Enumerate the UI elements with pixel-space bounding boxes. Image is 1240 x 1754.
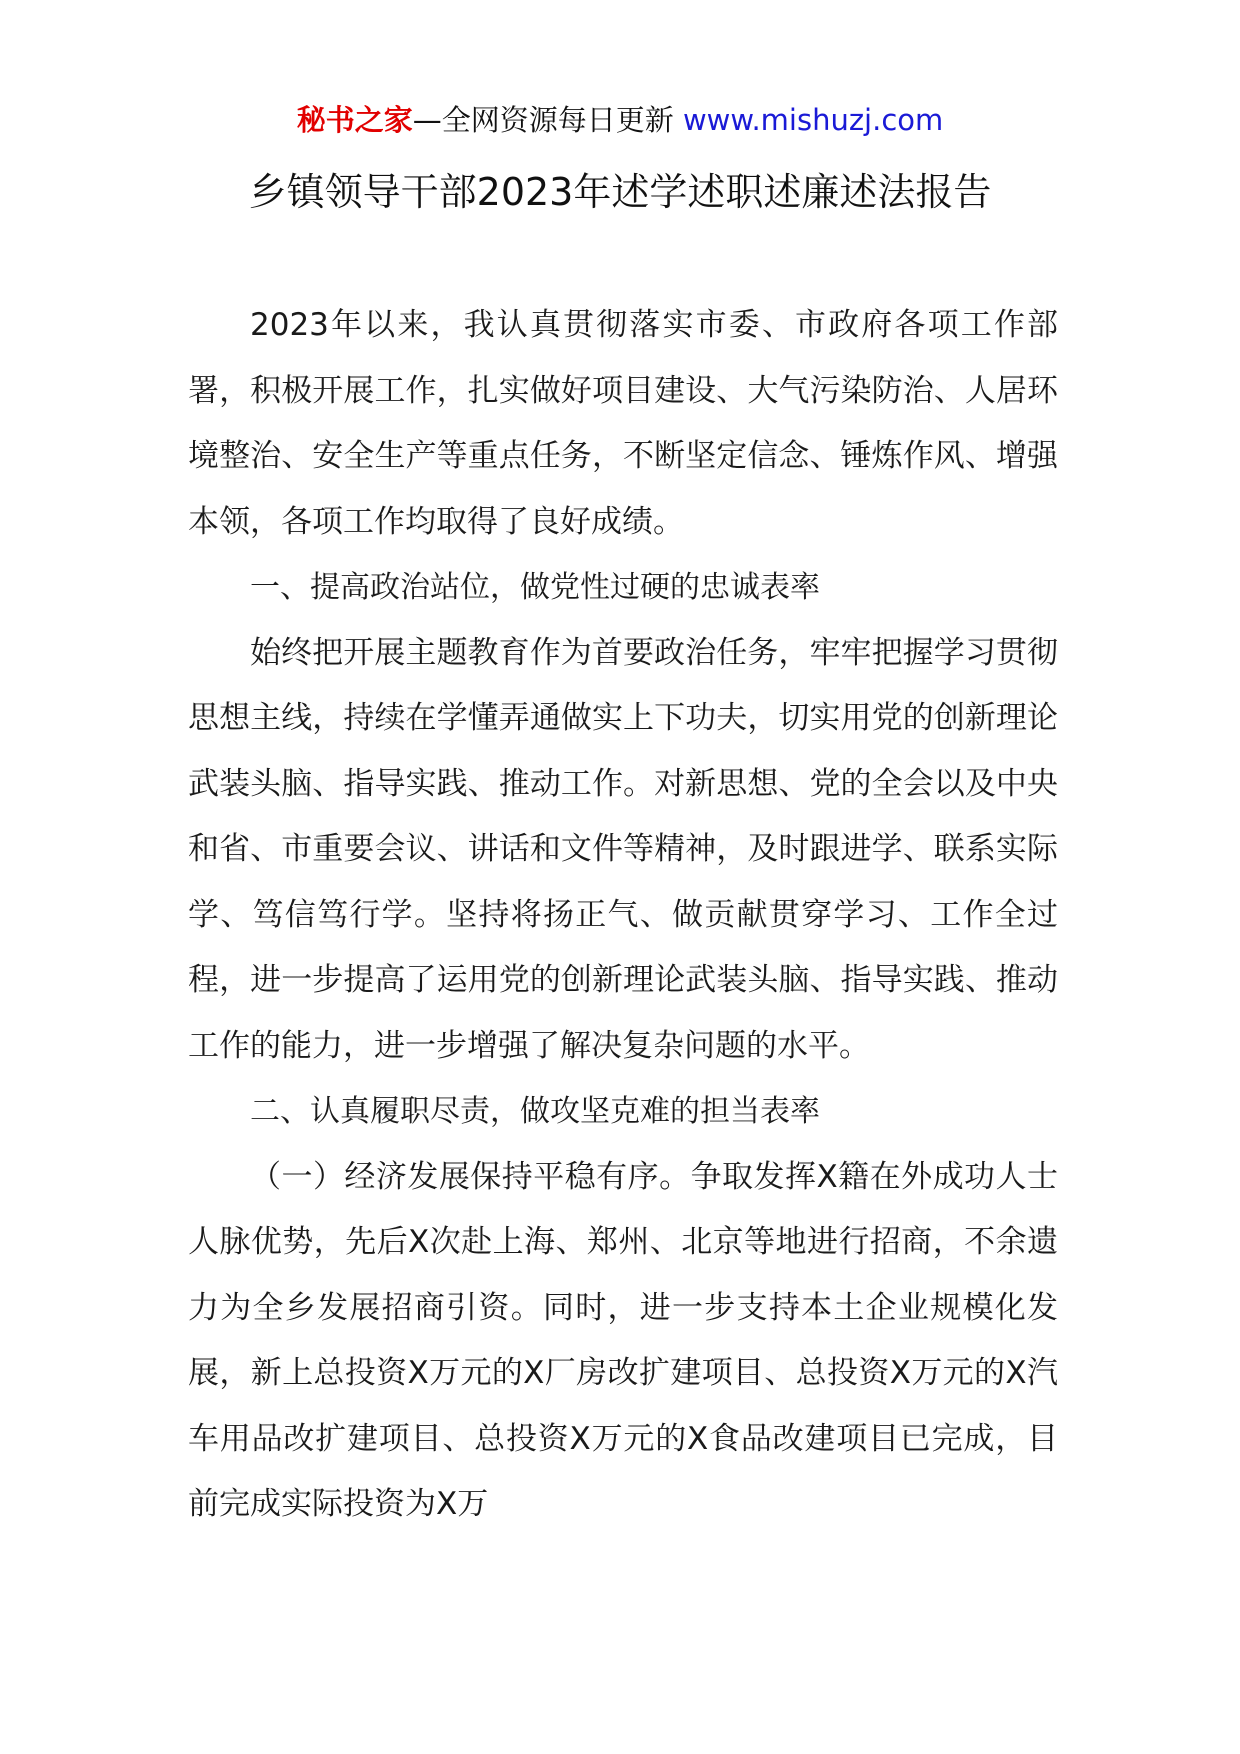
section-heading-2: 二、认真履职尽责，做攻坚克难的担当表率 — [250, 1094, 820, 1129]
document-title: 乡镇领导干部2023年述学述职述廉述法报告 — [248, 170, 992, 214]
document-body — [188, 293, 1058, 1538]
section-heading-1: 一、提高政治站位，做党性过硬的忠诚表率 — [250, 570, 820, 605]
header-slogan: —全网资源每日更新 — [412, 103, 674, 137]
section-2-paragraph-1: （一）经济发展保持平稳有序。争取发挥X籍在外成功人士人脉优势，先后X次赴上海、郑州、北京等地进行招商，不余遗力为全乡发展招商引资。同时，进一步支持本土企业规模化发展，新上总投资X万元的X厂房改扩建项目、总投资X万元的X汽车用品改扩建项目、总投资X万元的X食品改建项目已完成，目前完成实际投资为X万 — [188, 1158, 1058, 1522]
intro-paragraph: 2023年以来，我认真贯彻落实市委、市政府各项工作部署，积极开展工作，扎实做好项目建设、大气污染防治、人居环境整治、安全生产等重点任务，不断坚定信念、锤炼作风、增强本领，各项工作均取得了良好成绩。 — [188, 307, 1058, 540]
site-url-link[interactable]: www.mishuzj.com — [682, 103, 944, 137]
site-header — [0, 100, 1240, 140]
section-1-paragraph: 始终把开展主题教育作为首要政治任务，牢牢把握学习贯彻思想主线，持续在学懂弄通做实上下功夫，切实用党的创新理论武装头脑、指导实践、推动工作。对新思想、党的全会以及中央和省、市重要会议、讲话和文件等精神，及时跟进学、联系实际学、笃信笃行学。坚持将扬正气、做贡献贯穿学习、工作全过程，进一步提高了运用党的创新理论武装头脑、指导实践、推动工作的能力，进一步增强了解决复杂问题的水平。 — [188, 634, 1058, 1064]
brand-name: 秘书之家 — [296, 103, 413, 137]
